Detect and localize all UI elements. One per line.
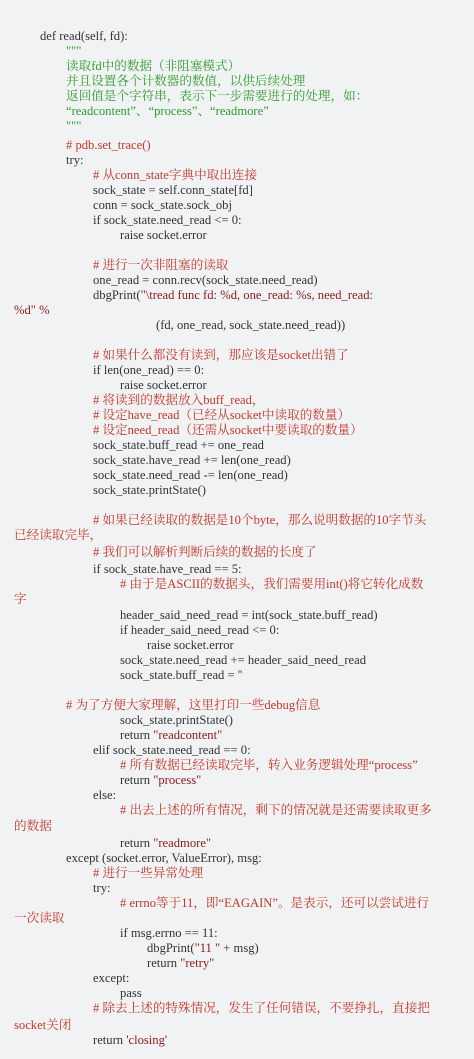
code-line	[93, 743, 251, 758]
code-line	[93, 273, 318, 288]
code-line	[120, 836, 211, 851]
code-line	[120, 758, 418, 773]
code-token: %d" %	[14, 303, 50, 317]
code-line	[120, 803, 432, 818]
code-token: # errno等于11，即“EAGAIN”。是表示，还可以尝试进行	[120, 896, 430, 910]
code-line	[40, 29, 128, 44]
code-token: # pdb.set_trace()	[66, 138, 151, 152]
code-line	[120, 773, 201, 788]
code-line	[93, 423, 363, 438]
code-token: return	[93, 1033, 127, 1047]
code-line	[14, 592, 27, 607]
code-line	[120, 608, 378, 623]
code-line	[120, 926, 218, 941]
code-line	[93, 1001, 430, 1016]
code-token: + msg)	[220, 941, 259, 955]
code-token: # 出去上述的所有情况，剩下的情况就是还需要读取更多	[120, 803, 432, 817]
code-token: # 将读到的数据放入buff_read，	[93, 393, 265, 407]
code-line	[93, 198, 232, 213]
code-token: raise socket.error	[120, 228, 207, 242]
code-line	[93, 213, 242, 228]
code-token: one_read = conn.recv(sock_state.need_read)	[93, 273, 318, 287]
code-token: sock_state.buff_read =	[120, 668, 238, 682]
code-line	[93, 288, 373, 303]
code-token: 返回值是个字符串，表示下一步需要进行的处理，如：	[66, 89, 369, 103]
code-token: sock_state.printState()	[93, 483, 206, 497]
code-token: 的数据	[14, 819, 52, 833]
code-token: if sock_state.need_read <= 0:	[93, 213, 242, 227]
code-line	[66, 104, 269, 119]
code-line	[66, 59, 240, 74]
code-line	[93, 971, 129, 986]
code-line	[120, 896, 429, 911]
code-line	[93, 483, 206, 498]
code-token: dbgPrint(	[147, 941, 195, 955]
code-token: except (socket.error, ValueError), msg:	[66, 851, 262, 865]
code-token: """	[66, 44, 82, 58]
code-token: sock_state.buff_read += one_read	[93, 438, 264, 452]
code-token: raise socket.error	[120, 378, 207, 392]
code-token: return	[147, 956, 181, 970]
code-token: except:	[93, 971, 130, 985]
code-token: try:	[66, 153, 84, 167]
code-token: sock_state.need_read += header_said_need_read	[120, 653, 367, 667]
code-token: # 所有数据已经读取完毕，转入业务逻辑处理“process”	[120, 758, 418, 772]
code-token: "process"	[153, 773, 202, 787]
code-line	[93, 866, 203, 881]
code-line	[147, 956, 214, 971]
code-token: return	[120, 728, 154, 742]
code-line	[120, 228, 207, 243]
code-line	[120, 668, 242, 683]
code-token: if sock_state.have_read == 5:	[93, 562, 242, 576]
code-line	[120, 577, 423, 592]
code-line	[120, 713, 233, 728]
code-token: header_said_need_read = int(sock_state.buff_read)	[120, 608, 378, 622]
code-token: 已经读取完毕，	[14, 528, 103, 542]
code-line	[66, 138, 151, 153]
code-token: def read(self, fd):	[40, 29, 128, 43]
code-token: # 设定need_read（还需从socket中要读取的数量）	[93, 423, 363, 437]
code-line	[147, 941, 259, 956]
code-token: else:	[93, 788, 117, 802]
code-line	[93, 348, 349, 363]
code-token: "11 "	[194, 941, 221, 955]
code-token: 并且设置各个计数器的数值，以供后续处理	[66, 74, 306, 88]
code-line	[120, 986, 142, 1001]
code-token: # 如果已经读取的数据是10个byte，那么说明数据的10字节头	[93, 513, 427, 527]
code-line	[14, 819, 52, 834]
code-line	[93, 183, 253, 198]
code-token: “readcontent”、“process”、“readmore”	[66, 104, 269, 118]
code-line	[66, 698, 320, 713]
code-token: elif sock_state.need_read == 0:	[93, 743, 251, 757]
code-line	[14, 303, 50, 318]
code-line	[93, 562, 242, 577]
code-token: """	[66, 119, 82, 133]
code-line	[14, 911, 64, 926]
code-token: sock_state.have_read += len(one_read)	[93, 453, 291, 467]
code-token: 一次读取	[14, 911, 65, 925]
code-token: sock_state.printState()	[120, 713, 233, 727]
code-line	[120, 653, 366, 668]
code-line	[14, 528, 102, 543]
code-token: raise socket.error	[147, 638, 234, 652]
code-token: 读取fd中的数据（非阻塞模式）	[66, 59, 241, 73]
code-line	[120, 728, 222, 743]
code-line	[156, 318, 345, 333]
code-line	[93, 258, 228, 273]
code-token: sock_state = self.conn_state[fd]	[93, 183, 253, 197]
code-line	[93, 788, 116, 803]
code-token: # 由于是ASCII的数据头，我们需要用int()将它转化成数	[120, 577, 424, 591]
code-line	[14, 1018, 71, 1033]
code-line	[120, 623, 279, 638]
code-token: # 进行一次非阻塞的读取	[93, 258, 229, 272]
code-line	[93, 408, 350, 423]
code-token: # 从conn_state字典中取出连接	[93, 168, 258, 182]
code-token: "readmore"	[153, 836, 212, 850]
code-line	[93, 468, 288, 483]
code-token: try:	[93, 881, 111, 895]
code-line	[93, 513, 426, 528]
code-line	[93, 168, 257, 183]
code-line	[93, 1033, 167, 1048]
code-token: if msg.errno == 11:	[120, 926, 218, 940]
code-line	[120, 378, 207, 393]
code-token: if len(one_read) == 0:	[93, 363, 205, 377]
code-token: "readcontent"	[153, 728, 223, 742]
code-token: dbgPrint(	[93, 288, 141, 302]
code-line	[66, 851, 262, 866]
code-line	[66, 153, 84, 168]
code-token: # 除去上述的特殊情况，发生了任何错误，不要挣扎，直接把	[93, 1001, 430, 1015]
code-token: socket关闭	[14, 1018, 72, 1032]
code-token: (fd, one_read, sock_state.need_read))	[156, 318, 346, 332]
code-token: # 进行一些异常处理	[93, 866, 204, 880]
code-token: 字	[14, 592, 27, 606]
code-token: "retry"	[180, 956, 215, 970]
code-line	[66, 119, 81, 134]
code-token: if header_said_need_read <= 0:	[120, 623, 280, 637]
code-token: return	[120, 836, 154, 850]
code-token: sock_state.need_read -= len(one_read)	[93, 468, 288, 482]
code-token: pass	[120, 986, 142, 1000]
code-line	[147, 638, 234, 653]
code-line	[93, 881, 111, 896]
code-token: # 设定have_read（已经从socket中读取的数量）	[93, 408, 351, 422]
code-token: return	[120, 773, 154, 787]
code-line	[93, 453, 291, 468]
code-token: 'closing'	[126, 1033, 168, 1047]
code-line	[93, 363, 204, 378]
code-token: ''	[237, 668, 243, 682]
code-line	[66, 89, 368, 104]
code-line	[93, 438, 264, 453]
code-line	[66, 74, 305, 89]
code-line	[66, 44, 81, 59]
code-line	[93, 545, 317, 560]
code-token: # 我们可以解析判断后续的数据的长度了	[93, 545, 317, 559]
code-token: # 如果什么都没有读到，那应该是socket出错了	[93, 348, 349, 362]
code-token: "\tread func fd: %d, one_read: %s, need_read:	[140, 288, 374, 302]
code-line	[93, 393, 265, 408]
code-token: # 为了方便大家理解，这里打印一些debug信息	[66, 698, 321, 712]
code-token: conn = sock_state.sock_obj	[93, 198, 232, 212]
